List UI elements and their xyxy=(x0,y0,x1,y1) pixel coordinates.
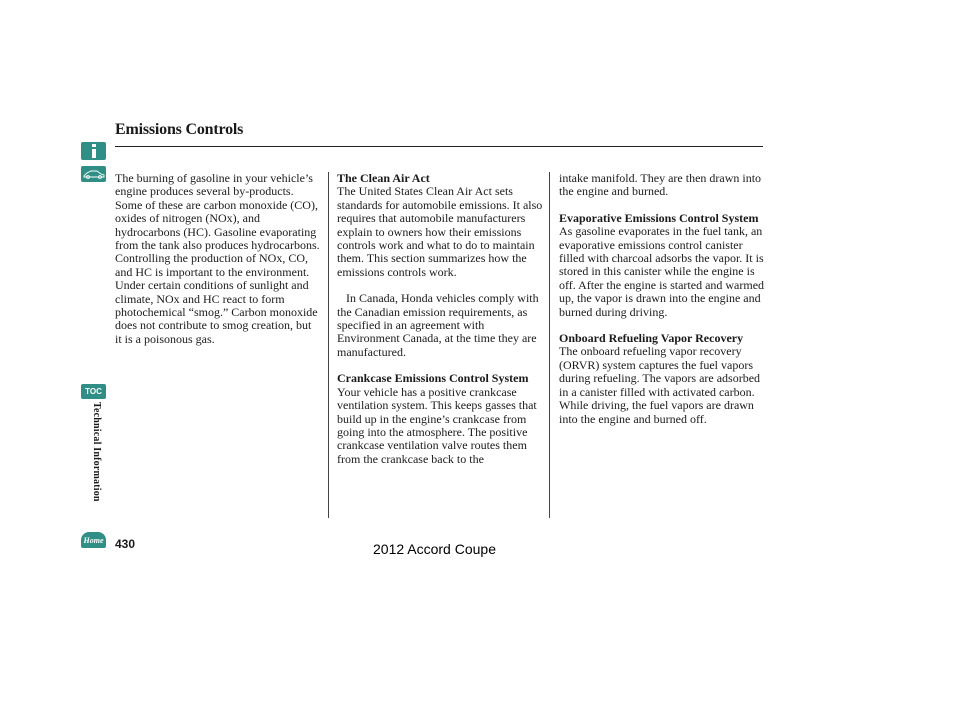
section-label: Technical Information xyxy=(91,402,102,502)
toc-button[interactable]: TOC xyxy=(81,384,106,399)
column-3 xyxy=(559,172,765,426)
intro-paragraph: The burning of gasoline in your vehicle’s engine produces several by-products. Some of these are carbon monoxide (CO), oxides of nitrogen (NOx), and hydrocarbons (HC). Gasoline evaporating from the tank also produces hydrocarbons. Controlling the production of NOx, CO, and HC is important to the environment. Under certain conditions of sunlight and climate, NOx and HC react to form photochemical “smog.” Carbon monoxide does not contribute to smog creation, but it is a poisonous gas. xyxy=(115,171,320,346)
car-icon xyxy=(83,169,105,179)
vehicle-button[interactable] xyxy=(81,166,106,182)
info-button[interactable] xyxy=(81,142,106,160)
column-divider-2 xyxy=(549,172,550,518)
crankcase-paragraph: Your vehicle has a positive crankcase ventilation system. This keeps gasses that build up in the engine’s crankcase from going into the atmosphere. The positive crankcase ventilation valve routes them from the crankcase back to the xyxy=(337,384,537,466)
column-1 xyxy=(115,172,320,346)
home-button[interactable]: Home xyxy=(81,532,106,548)
title-rule xyxy=(115,146,763,147)
section-heading-orvr: Onboard Refueling Vapor Recovery xyxy=(559,331,744,346)
clean-air-act-paragraph: The United States Clean Air Act sets standards for automobile emissions. It also requires that automobile manufacturers explain to owners how their emissions controls work and what to do to maintain them. This section summarizes how the emissions controls work. xyxy=(337,184,543,279)
page-number: 430 xyxy=(115,537,136,551)
evaporative-paragraph: As gasoline evaporates in the fuel tank, an evaporative emissions control canister filled with charcoal adsorbs the vapor. It is stored in this canister while the engine is off. After the engine is started and warmed up, the vapor is drawn into the engine and burned during driving. xyxy=(559,224,765,319)
section-heading-evaporative: Evaporative Emissions Control System xyxy=(559,210,759,225)
page-title: Emissions Controls xyxy=(115,121,244,138)
canada-paragraph: In Canada, Honda vehicles comply with the Canadian emission requirements, as specified in an agreement with Environment Canada, at the time they are manufactured. xyxy=(337,291,539,359)
info-icon xyxy=(89,144,99,158)
section-heading-clean-air-act: The Clean Air Act xyxy=(337,171,430,185)
column-divider-1 xyxy=(328,172,329,518)
crankcase-continued-paragraph: intake manifold. They are then drawn into the engine and burned. xyxy=(559,171,762,199)
column-2 xyxy=(337,172,543,466)
section-heading-crankcase: Crankcase Emissions Control System xyxy=(337,371,529,386)
model-footer: 2012 Accord Coupe xyxy=(373,541,496,557)
orvr-paragraph: The onboard refueling vapor recovery (ORVR) system captures the fuel vapors during refueling. The vapors are adsorbed in a canister filled with activated carbon. While driving, the fuel vapors are drawn into the engine and burned off. xyxy=(559,344,761,426)
